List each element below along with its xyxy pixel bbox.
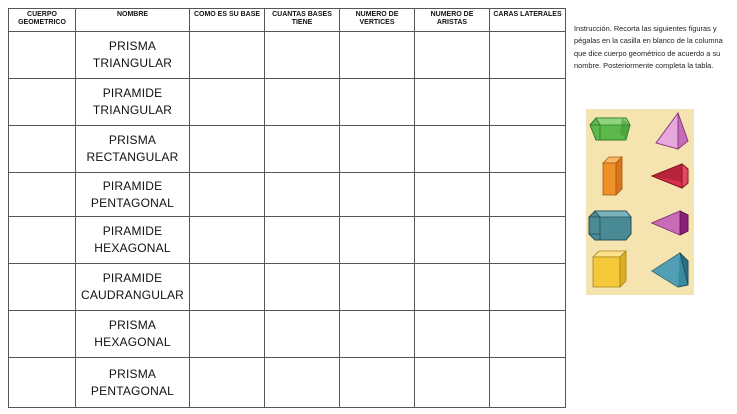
name-line-2: HEXAGONAL — [94, 241, 171, 255]
answer-cell[interactable] — [265, 32, 340, 79]
answer-cell[interactable] — [190, 79, 265, 126]
shape-cell[interactable] — [9, 173, 76, 217]
answer-cell[interactable] — [415, 173, 490, 217]
shape-cell[interactable] — [9, 217, 76, 264]
name-line-2: CAUDRANGULAR — [80, 288, 185, 302]
answer-cell[interactable] — [415, 32, 490, 79]
answer-cell[interactable] — [190, 264, 265, 311]
name-line-2: HEXAGONAL — [94, 335, 171, 349]
answer-cell[interactable] — [490, 264, 566, 311]
answer-cell[interactable] — [415, 217, 490, 264]
name-line-1: PIRAMIDE — [102, 224, 163, 238]
table-row — [9, 217, 566, 264]
answer-cell[interactable] — [490, 217, 566, 264]
shape-cell[interactable] — [9, 32, 76, 79]
shape-cell[interactable] — [9, 311, 76, 358]
answer-cell[interactable] — [265, 79, 340, 126]
table-row — [9, 264, 566, 311]
header-cuantas-bases: CUANTAS BASES TIENE — [265, 9, 340, 32]
rectangular-prism-yellow-icon[interactable] — [590, 249, 630, 289]
shapes-panel — [586, 109, 694, 295]
name-line-2: PENTAGONAL — [90, 195, 175, 210]
name-line-1: PIRAMIDE — [102, 178, 163, 193]
name-cell — [76, 126, 190, 173]
name-line-1: PIRAMIDE — [102, 86, 163, 100]
answer-cell[interactable] — [490, 126, 566, 173]
name-cell — [76, 173, 190, 217]
instruction-text: Instrucción. Recorta las siguientes figuras y pégalas en la casilla en blanco de la columna que dice cuerpo geométrico de acuerdo a su nombre. Posteriormente completa la tabla. — [574, 24, 723, 70]
answer-cell[interactable] — [490, 79, 566, 126]
name-cell — [76, 217, 190, 264]
table-row — [9, 126, 566, 173]
table-row — [9, 358, 566, 408]
answer-cell[interactable] — [415, 126, 490, 173]
shape-cell[interactable] — [9, 358, 76, 408]
answer-cell[interactable] — [490, 32, 566, 79]
hexagonal-prism-green-icon[interactable] — [586, 115, 634, 149]
answer-cell[interactable] — [415, 79, 490, 126]
answer-cell[interactable] — [265, 173, 340, 217]
answer-cell[interactable] — [415, 311, 490, 358]
answer-cell[interactable] — [190, 217, 265, 264]
answer-cell[interactable] — [190, 311, 265, 358]
answer-cell[interactable] — [340, 126, 415, 173]
answer-cell[interactable] — [265, 311, 340, 358]
table-row — [9, 311, 566, 358]
name-cell — [76, 311, 190, 358]
shape-cell[interactable] — [9, 264, 76, 311]
square-pyramid-teal-icon[interactable] — [648, 249, 692, 291]
answer-cell[interactable] — [490, 173, 566, 217]
answer-cell[interactable] — [340, 32, 415, 79]
worksheet-table — [8, 8, 566, 408]
name-line-1: PRISMA — [108, 39, 157, 53]
answer-cell[interactable] — [190, 32, 265, 79]
answer-cell[interactable] — [340, 358, 415, 408]
answer-cell[interactable] — [415, 264, 490, 311]
name-line-2: PENTAGONAL — [90, 383, 175, 398]
answer-cell[interactable] — [340, 311, 415, 358]
answer-cell[interactable] — [190, 358, 265, 408]
answer-cell[interactable] — [415, 358, 490, 408]
name-line-1: PRISMA — [108, 366, 157, 381]
answer-cell[interactable] — [340, 217, 415, 264]
pentagonal-pyramid-magenta-icon[interactable] — [648, 207, 692, 239]
shape-cell[interactable] — [9, 126, 76, 173]
rectangular-prism-orange-icon[interactable] — [600, 155, 626, 197]
header-nombre: NOMBRE — [76, 9, 190, 32]
shape-cell[interactable] — [9, 79, 76, 126]
answer-cell[interactable] — [265, 264, 340, 311]
answer-cell[interactable] — [490, 358, 566, 408]
name-cell — [76, 79, 190, 126]
header-cuerpo-geometrico: CUERPO GEOMETRICO — [9, 9, 76, 32]
name-line-2: TRIANGULAR — [92, 56, 173, 70]
triangular-pyramid-pink-icon[interactable] — [648, 111, 692, 153]
header-row — [9, 9, 566, 32]
answer-cell[interactable] — [190, 126, 265, 173]
header-como-es-su-base: COMO ES SU BASE — [190, 9, 265, 32]
header-numero-vertices: NUMERO DE VERTICES — [340, 9, 415, 32]
name-line-1: PIRAMIDE — [102, 271, 163, 285]
answer-cell[interactable] — [190, 173, 265, 217]
name-line-1: PRISMA — [108, 318, 157, 332]
table-row — [9, 79, 566, 126]
pentagonal-pyramid-red-icon[interactable] — [648, 159, 692, 193]
name-line-1: PRISMA — [108, 133, 157, 147]
answer-cell[interactable] — [265, 217, 340, 264]
name-cell — [76, 32, 190, 79]
answer-cell[interactable] — [340, 173, 415, 217]
name-cell — [76, 264, 190, 311]
answer-cell[interactable] — [265, 358, 340, 408]
name-cell — [76, 358, 190, 408]
name-line-2: TRIANGULAR — [92, 103, 173, 117]
answer-cell[interactable] — [490, 311, 566, 358]
answer-cell[interactable] — [265, 126, 340, 173]
answer-cell[interactable] — [340, 264, 415, 311]
header-numero-aristas: NUMERO DE ARISTAS — [415, 9, 490, 32]
answer-cell[interactable] — [340, 79, 415, 126]
hexagonal-prism-teal-icon[interactable] — [586, 207, 634, 243]
table-row — [9, 32, 566, 79]
table-row — [9, 173, 566, 217]
name-line-2: RECTANGULAR — [86, 150, 179, 164]
header-caras-laterales: CARAS LATERALES — [490, 9, 566, 32]
